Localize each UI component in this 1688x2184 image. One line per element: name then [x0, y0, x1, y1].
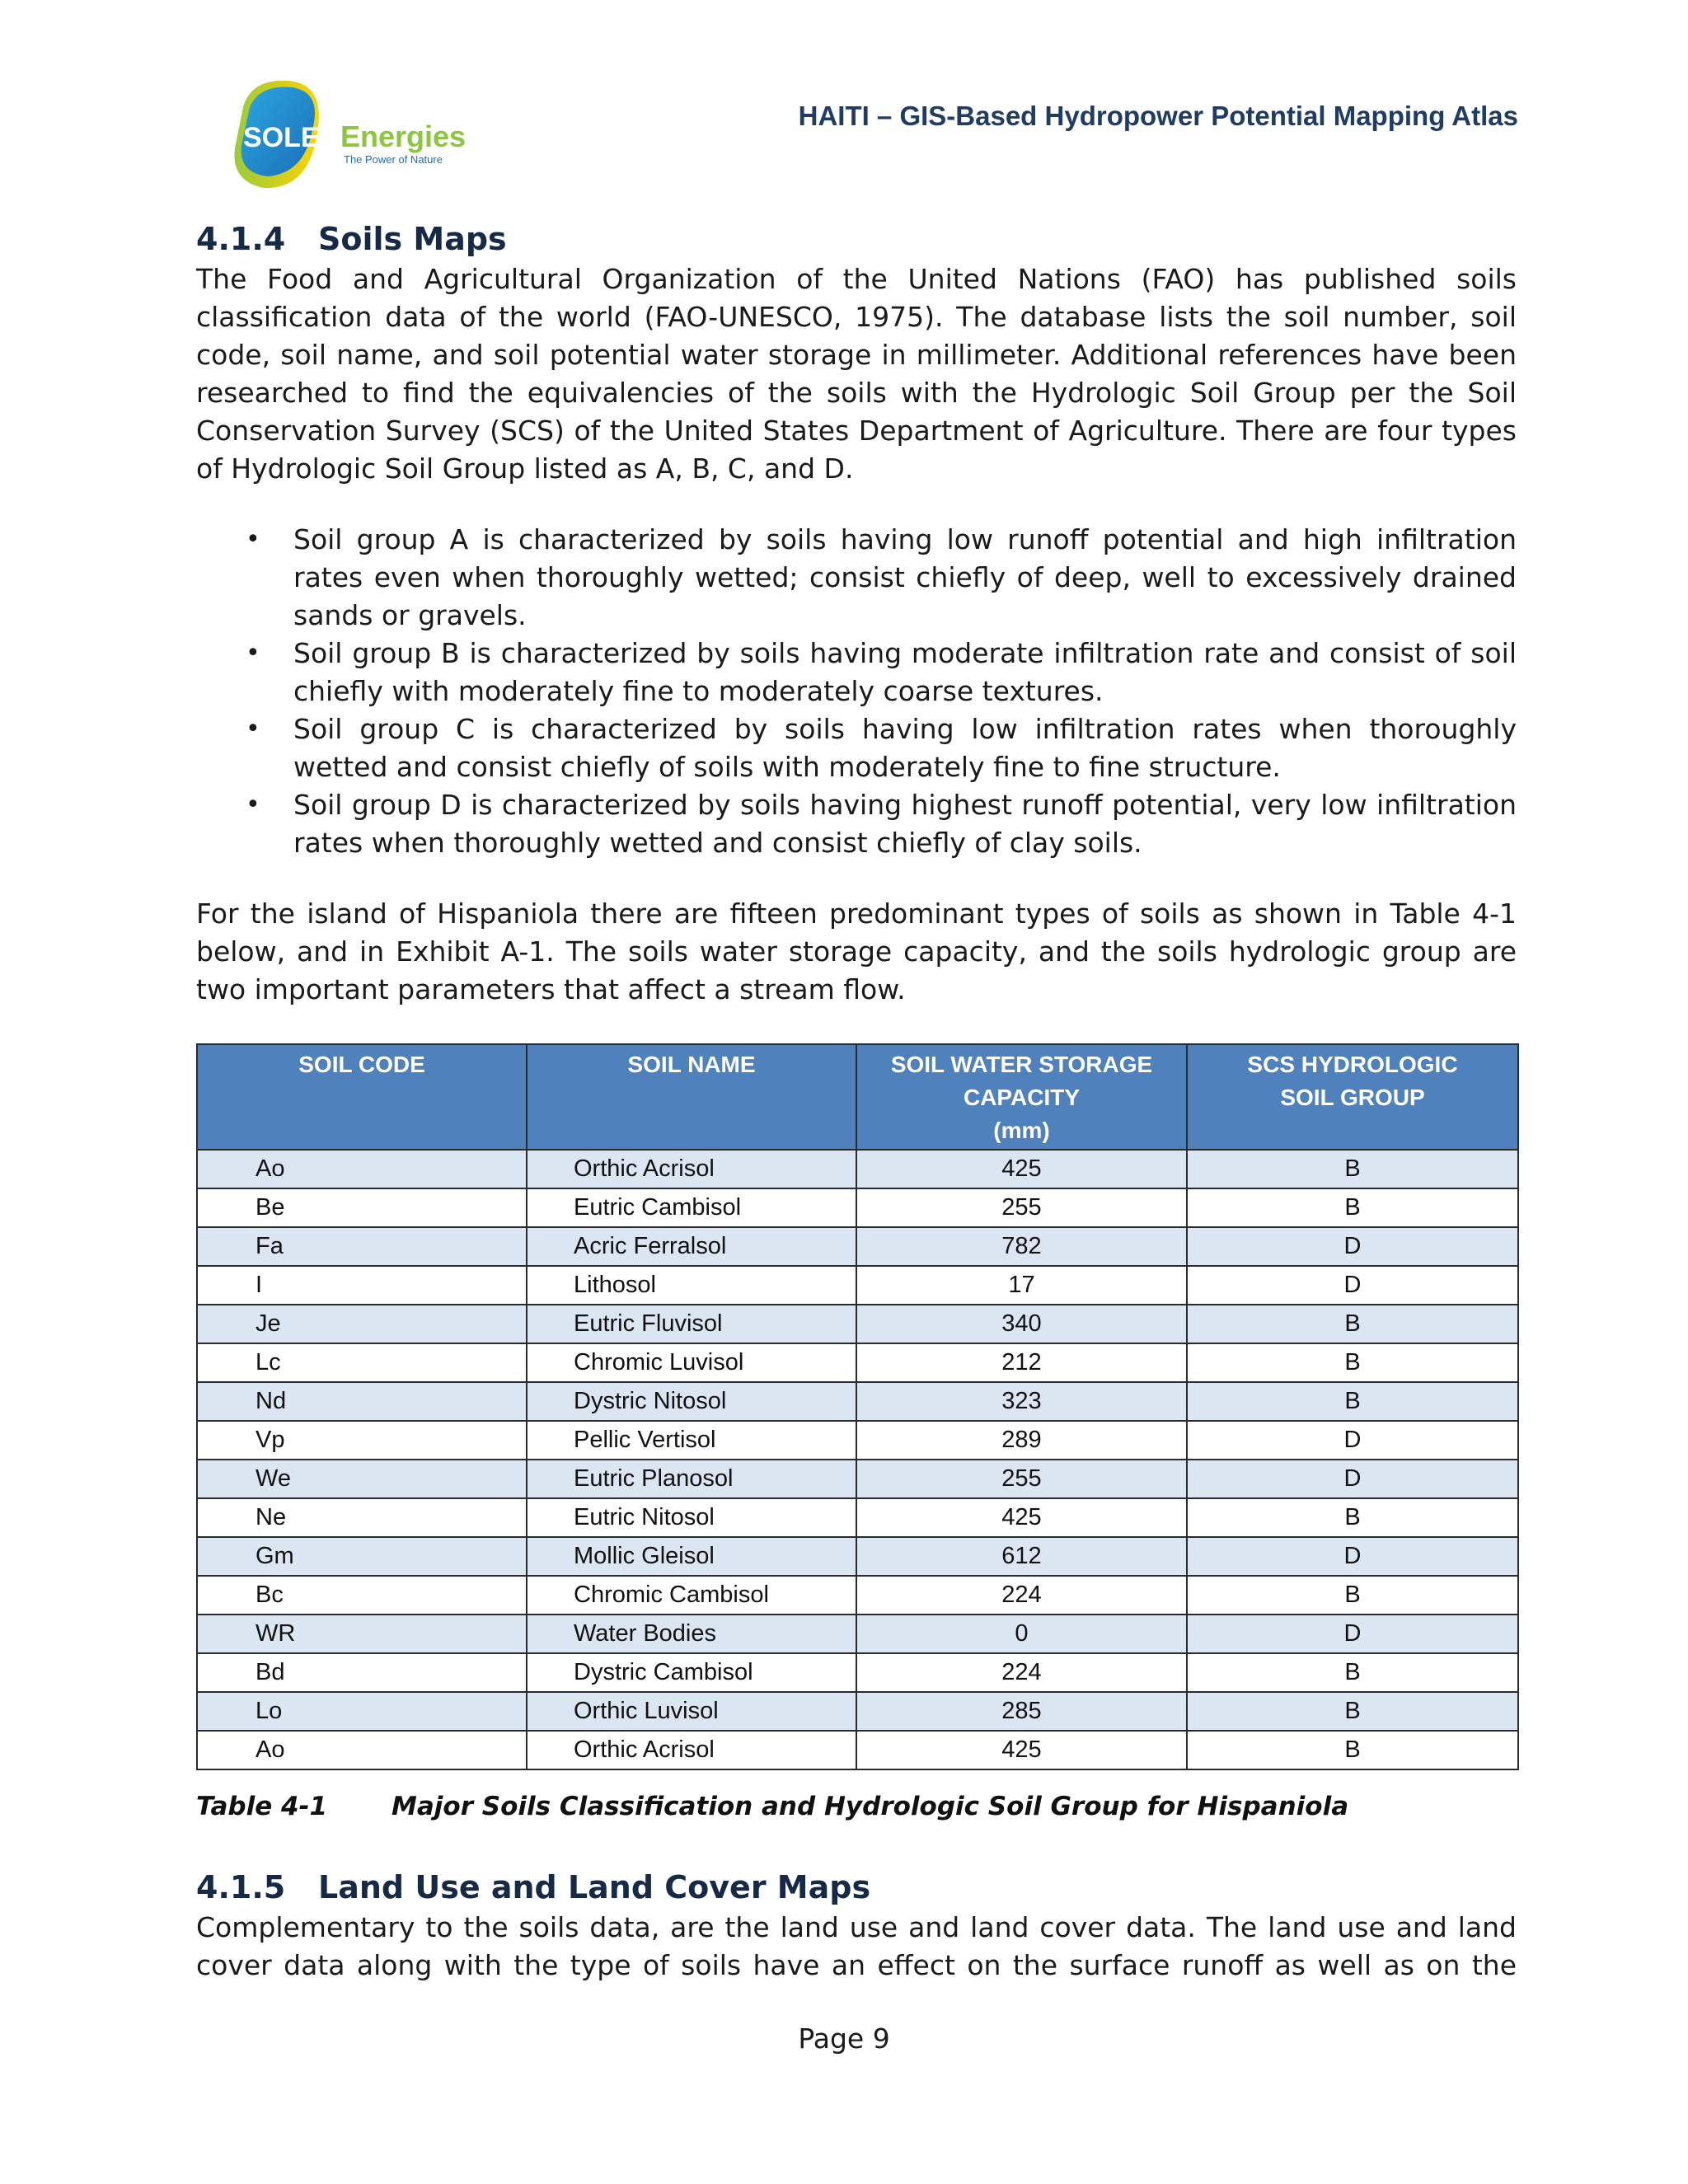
cell-water-storage: 323 — [856, 1382, 1187, 1421]
table-row — [197, 1266, 1518, 1305]
cell-water-storage: 425 — [856, 1498, 1187, 1537]
cell-soil-name: Pellic Vertisol — [527, 1421, 856, 1460]
table-row — [197, 1305, 1518, 1343]
cell-soil-name: Lithosol — [527, 1266, 856, 1305]
cell-soil-name: Acric Ferralsol — [527, 1227, 856, 1266]
cell-soil-code: Gm — [197, 1537, 527, 1576]
section-number: 4.1.4 — [196, 221, 286, 257]
cell-soil-code: Ne — [197, 1498, 527, 1537]
table-row — [197, 1653, 1518, 1692]
cell-soil-name: Orthic Luvisol — [527, 1692, 856, 1731]
land-use-paragraph: Complementary to the soils data, are the land use and land cover data. The land use and land cover data along with the type of soils have an effect on the surface runoff as well as on the — [196, 1911, 1517, 1981]
caption-label: Table 4-1 — [196, 1792, 328, 1821]
table-row — [197, 1188, 1518, 1227]
cell-soil-name: Orthic Acrisol — [527, 1150, 856, 1188]
section-number: 4.1.5 — [196, 1869, 286, 1905]
cell-soil-code: I — [197, 1266, 527, 1305]
section-heading — [196, 221, 1517, 257]
cell-soil-name: Eutric Planosol — [527, 1460, 856, 1498]
soil-group-list — [196, 521, 1517, 862]
table-row — [197, 1576, 1518, 1615]
section-heading — [196, 1869, 1517, 1905]
cell-soil-code: Je — [197, 1305, 527, 1343]
cell-water-storage: 425 — [856, 1150, 1187, 1188]
header-title: HAITI – GIS-Based Hydropower Potential Mapping Atlas — [798, 101, 1518, 131]
cell-soil-code: WR — [197, 1615, 527, 1653]
header-water-storage: SOIL WATER STORAGE CAPACITY (mm) — [856, 1044, 1187, 1150]
table-row — [197, 1343, 1518, 1382]
section-soils-maps — [196, 221, 1517, 1009]
cell-soil-name: Eutric Fluvisol — [527, 1305, 856, 1343]
cell-soil-name: Eutric Cambisol — [527, 1188, 856, 1227]
table-row — [197, 1537, 1518, 1576]
cell-hydrologic-group: D — [1187, 1421, 1518, 1460]
cell-water-storage: 224 — [856, 1576, 1187, 1615]
cell-water-storage: 224 — [856, 1653, 1187, 1692]
cell-soil-code: Ao — [197, 1731, 527, 1769]
cell-water-storage: 0 — [856, 1615, 1187, 1653]
cell-water-storage: 782 — [856, 1227, 1187, 1266]
cell-water-storage: 340 — [856, 1305, 1187, 1343]
cell-soil-code: Nd — [197, 1382, 527, 1421]
table-row — [197, 1692, 1518, 1731]
table-row — [197, 1615, 1518, 1653]
cell-hydrologic-group: D — [1187, 1460, 1518, 1498]
cell-water-storage: 425 — [856, 1731, 1187, 1769]
cell-soil-code: We — [197, 1460, 527, 1498]
cell-soil-name: Dystric Cambisol — [527, 1653, 856, 1692]
cell-water-storage: 17 — [856, 1266, 1187, 1305]
cell-hydrologic-group: B — [1187, 1498, 1518, 1537]
list-item: • Soil group A is characterized by soils having low runoff potential and high infiltration rates even when thoroughly wetted; consist chiefly of deep, well to excessively drained sands or gravels. — [196, 521, 1517, 635]
table-row — [197, 1150, 1518, 1188]
cell-water-storage: 255 — [856, 1188, 1187, 1227]
cell-hydrologic-group: D — [1187, 1537, 1518, 1576]
table-row — [197, 1421, 1518, 1460]
soils-table — [196, 1043, 1519, 1770]
cell-hydrologic-group: D — [1187, 1227, 1518, 1266]
table-body — [197, 1150, 1518, 1769]
cell-water-storage: 285 — [856, 1692, 1187, 1731]
table-caption — [196, 1792, 1348, 1821]
table-row — [197, 1498, 1518, 1537]
svg-text:Energies: Energies — [340, 120, 467, 153]
soleo-energies-logo — [227, 74, 490, 198]
table-row — [197, 1382, 1518, 1421]
cell-soil-code: Ao — [197, 1150, 527, 1188]
cell-hydrologic-group: B — [1187, 1188, 1518, 1227]
section-land-use — [196, 1869, 1517, 1985]
section-title: Soils Maps — [318, 221, 507, 257]
cell-soil-code: Bc — [197, 1576, 527, 1615]
header-soil-code: SOIL CODE — [197, 1044, 527, 1150]
cell-hydrologic-group: B — [1187, 1382, 1518, 1421]
list-item: • Soil group D is characterized by soils having highest runoff potential, very low infiltration rates when thoroughly wetted and consist chiefly of clay soils. — [196, 786, 1517, 862]
section-title: Land Use and Land Cover Maps — [318, 1869, 871, 1905]
cell-water-storage: 255 — [856, 1460, 1187, 1498]
table-row — [197, 1227, 1518, 1266]
header-hydrologic-group: SCS HYDROLOGIC SOIL GROUP — [1187, 1044, 1518, 1150]
page-number: Page 9 — [798, 2022, 890, 2055]
cell-hydrologic-group: D — [1187, 1266, 1518, 1305]
cell-soil-name: Chromic Luvisol — [527, 1343, 856, 1382]
list-item: • Soil group B is characterized by soils having moderate infiltration rate and consist of soil chiefly with moderately fine to moderately coarse textures. — [196, 635, 1517, 710]
cell-hydrologic-group: B — [1187, 1731, 1518, 1769]
list-item: • Soil group C is characterized by soils having low infiltration rates when thoroughly wetted and consist chiefly of soils with moderately fine to fine structure. — [196, 710, 1517, 786]
header-soil-name: SOIL NAME — [527, 1044, 856, 1150]
cell-soil-code: Be — [197, 1188, 527, 1227]
caption-text: Major Soils Classification and Hydrologic Soil Group for Hispaniola — [392, 1792, 1349, 1821]
cell-soil-name: Orthic Acrisol — [527, 1731, 856, 1769]
cell-water-storage: 612 — [856, 1537, 1187, 1576]
cell-soil-code: Lc — [197, 1343, 527, 1382]
hispaniola-paragraph: For the island of Hispaniola there are fifteen predominant types of soils as shown in Table 4-1 below, and in Exhibit A-1. The soils water storage capacity, and the soils hydrologic group are two important parameters that affect a stream flow. — [196, 898, 1517, 1005]
cell-hydrologic-group: B — [1187, 1343, 1518, 1382]
svg-text:SOLEO: SOLEO — [243, 122, 342, 153]
table-row — [197, 1460, 1518, 1498]
cell-hydrologic-group: B — [1187, 1692, 1518, 1731]
svg-text:The Power of Nature: The Power of Nature — [344, 153, 443, 166]
cell-soil-name: Eutric Nitosol — [527, 1498, 856, 1537]
table-header-row — [197, 1044, 1518, 1150]
soils-intro-paragraph: The Food and Agricultural Organization of the United Nations (FAO) has published soils classification data of the world (FAO-UNESCO, 1975). The database lists the soil number, soil code, soil name, and soil potential water storage in millimeter. Additional references have been researched to find the equivalencies of the soils with the Hydrologic Soil Group per the Soil Conservation Survey (SCS) of the United States Department of Agriculture. There are four types of Hydrologic Soil Group listed as A, B, C, and D. — [196, 263, 1517, 485]
cell-hydrologic-group: D — [1187, 1615, 1518, 1653]
cell-soil-code: Vp — [197, 1421, 527, 1460]
cell-soil-name: Mollic Gleisol — [527, 1537, 856, 1576]
cell-soil-code: Fa — [197, 1227, 527, 1266]
cell-hydrologic-group: B — [1187, 1150, 1518, 1188]
cell-hydrologic-group: B — [1187, 1576, 1518, 1615]
table-row — [197, 1731, 1518, 1769]
cell-hydrologic-group: B — [1187, 1653, 1518, 1692]
cell-soil-name: Dystric Nitosol — [527, 1382, 856, 1421]
cell-soil-code: Bd — [197, 1653, 527, 1692]
cell-water-storage: 212 — [856, 1343, 1187, 1382]
cell-soil-name: Water Bodies — [527, 1615, 856, 1653]
cell-hydrologic-group: B — [1187, 1305, 1518, 1343]
cell-water-storage: 289 — [856, 1421, 1187, 1460]
cell-soil-name: Chromic Cambisol — [527, 1576, 856, 1615]
cell-soil-code: Lo — [197, 1692, 527, 1731]
